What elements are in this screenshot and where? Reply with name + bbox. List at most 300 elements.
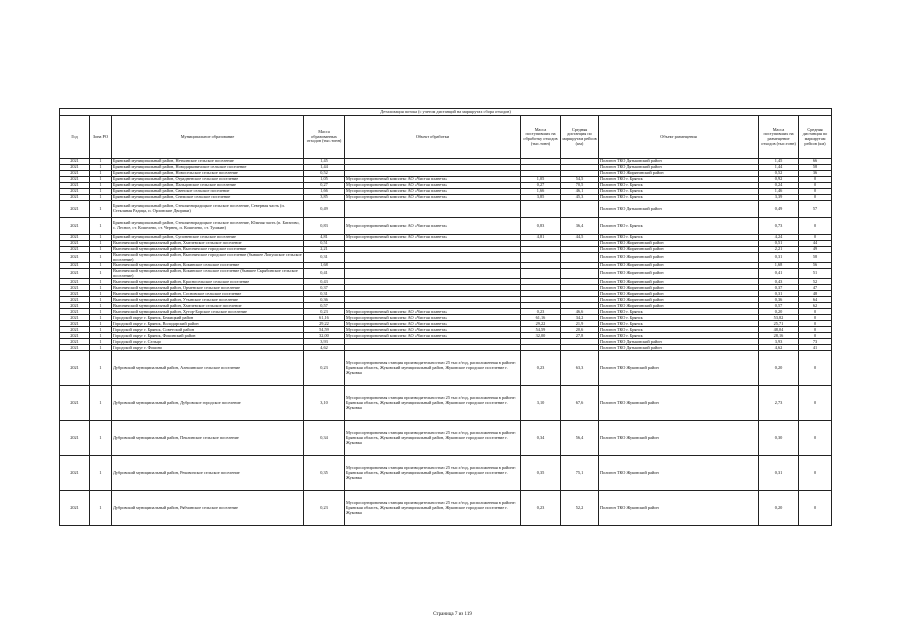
cell-disposal-facility: Полигон ТКО Дятьковский район: [599, 201, 759, 218]
cell-generated-mass: 3,85: [304, 195, 345, 201]
waste-flow-table: [59, 108, 832, 526]
header-disposal-facility: Объект размещения: [599, 116, 759, 159]
cell-disposal-mass: 53,82: [759, 315, 799, 321]
cell-year: 2021: [60, 303, 90, 309]
cell-year: 2021: [60, 183, 90, 189]
cell-generated-mass: 0,57: [304, 303, 345, 309]
cell-year: 2021: [60, 171, 90, 177]
cell-disposal-facility: Полигон ТКО Дятьковский район: [599, 339, 759, 345]
cell-municipality: Выгоничский муниципальный район, Кокинское сельское поселение (бывшее Скрябинское сельское поселение): [112, 269, 304, 279]
cell-disposal-facility: Полигон ТКО г. Брянск: [599, 177, 759, 183]
cell-disposal-facility: Полигон ТКО Жуковский район: [599, 421, 759, 456]
cell-zone: 1: [90, 339, 112, 345]
cell-processing-facility: Мусоросортировочный комплекс АО «Чистая планета»: [345, 333, 521, 339]
cell-processing-distance: 67,6: [561, 386, 599, 421]
cell-disposal-distance: 0: [799, 456, 832, 491]
cell-disposal-mass: 25,71: [759, 321, 799, 327]
cell-municipality: Брянский муниципальный район, Новосельское сельское поселение: [112, 171, 304, 177]
cell-zone: 1: [90, 171, 112, 177]
cell-processing-mass: [521, 201, 561, 218]
cell-disposal-mass: 0,57: [759, 303, 799, 309]
cell-processing-facility: Мусоросортировочный комплекс АО «Чистая планета»: [345, 189, 521, 195]
cell-year: 2021: [60, 333, 90, 339]
cell-disposal-distance: 0: [799, 315, 832, 321]
cell-generated-mass: 4,62: [304, 345, 345, 351]
cell-year: 2021: [60, 309, 90, 315]
cell-disposal-distance: 0: [799, 309, 832, 315]
cell-municipality: Городской округ г. Брянск, Советский район: [112, 327, 304, 333]
cell-processing-facility: Мусоросортировочный комплекс АО «Чистая планета»: [345, 183, 521, 189]
cell-year: 2021: [60, 291, 90, 297]
document-sheet: [59, 108, 831, 526]
cell-year: 2021: [60, 195, 90, 201]
cell-zone: 1: [90, 291, 112, 297]
cell-zone: 1: [90, 253, 112, 263]
cell-processing-facility: Мусоросортировочный комплекс АО «Чистая планета»: [345, 327, 521, 333]
cell-municipality: Дубровский муниципальный район, Рябчинское сельское поселение: [112, 491, 304, 526]
cell-generated-mass: 1,68: [304, 263, 345, 269]
cell-disposal-distance: 0: [799, 189, 832, 195]
header-municipality: Муниципальное образование: [112, 116, 304, 159]
cell-processing-facility: Мусоросортировочный комплекс АО «Чистая планета»: [345, 177, 521, 183]
cell-disposal-distance: 56: [799, 263, 832, 269]
cell-disposal-facility: Полигон ТКО Жирятинский район: [599, 279, 759, 285]
cell-disposal-mass: 0,20: [759, 351, 799, 386]
cell-generated-mass: 0,52: [304, 171, 345, 177]
cell-generated-mass: 0,27: [304, 183, 345, 189]
cell-generated-mass: 0,23: [304, 491, 345, 526]
cell-disposal-mass: 1,44: [759, 165, 799, 171]
cell-year: 2021: [60, 218, 90, 235]
cell-disposal-facility: Полигон ТКО г. Брянск: [599, 321, 759, 327]
cell-disposal-mass: 0,51: [759, 241, 799, 247]
cell-disposal-facility: Полигон ТКО Жирятинский район: [599, 269, 759, 279]
cell-year: 2021: [60, 297, 90, 303]
cell-municipality: Брянский муниципальный район, Стекляннорадицкое сельское поселение, Северная часть (п. Стекляная Радица, п. Орловские Дворики): [112, 201, 304, 218]
cell-municipality: Выгоничский муниципальный район, Сосновское сельское поселение: [112, 291, 304, 297]
cell-processing-facility: [345, 269, 521, 279]
cell-disposal-mass: 0,92: [759, 177, 799, 183]
cell-disposal-facility: Полигон ТКО Жирятинский район: [599, 171, 759, 177]
cell-disposal-mass: 0,36: [759, 297, 799, 303]
cell-generated-mass: 54,59: [304, 327, 345, 333]
cell-generated-mass: 0,34: [304, 421, 345, 456]
cell-zone: 1: [90, 386, 112, 421]
cell-zone: 1: [90, 159, 112, 165]
cell-disposal-mass: 0,41: [759, 269, 799, 279]
cell-disposal-mass: 1,68: [759, 263, 799, 269]
cell-disposal-facility: Полигон ТКО Жирятинский район: [599, 263, 759, 269]
cell-zone: 1: [90, 327, 112, 333]
table-row: [60, 201, 832, 218]
cell-processing-distance: 21,9: [561, 321, 599, 327]
cell-municipality: Выгоничский муниципальный район, Красносельское сельское поселение: [112, 279, 304, 285]
cell-generated-mass: 0,83: [304, 218, 345, 235]
cell-disposal-facility: Полигон ТКО Жуковский район: [599, 491, 759, 526]
cell-processing-facility: Мусоросортировочный комплекс АО «Чистая планета»: [345, 235, 521, 241]
cell-processing-facility: [345, 201, 521, 218]
cell-processing-mass: 4,81: [521, 235, 561, 241]
cell-disposal-distance: 0: [799, 351, 832, 386]
cell-disposal-facility: Полигон ТКО Дятьковский район: [599, 159, 759, 165]
cell-disposal-mass: 0,43: [759, 279, 799, 285]
cell-processing-facility: Мусоросортировочная станция производительностью 25 тыс.т/год, расположенная в районе: Брянская область, Жуковский муниципальный район, Жуковское городское поселение г. Жуковка: [345, 386, 521, 421]
cell-processing-mass: 0,27: [521, 183, 561, 189]
cell-zone: 1: [90, 235, 112, 241]
cell-processing-distance: 46,6: [561, 309, 599, 315]
cell-processing-distance: [561, 253, 599, 263]
cell-zone: 1: [90, 297, 112, 303]
cell-municipality: Брянский муниципальный район, Супоневское сельское поселение: [112, 235, 304, 241]
cell-disposal-facility: Полигон ТКО Жуковский район: [599, 456, 759, 491]
cell-processing-distance: 56,4: [561, 421, 599, 456]
cell-disposal-distance: 58: [799, 253, 832, 263]
cell-processing-distance: [561, 269, 599, 279]
cell-disposal-facility: Полигон ТКО г. Брянск: [599, 309, 759, 315]
cell-zone: 1: [90, 351, 112, 386]
cell-zone: 1: [90, 285, 112, 291]
header-processing-distance: Средняя дистанция по маршрутам рейсов (км): [561, 116, 599, 159]
cell-disposal-distance: 36: [799, 171, 832, 177]
cell-processing-distance: 75,1: [561, 456, 599, 491]
table-row: [60, 456, 832, 491]
cell-disposal-mass: 0,31: [759, 291, 799, 297]
cell-disposal-mass: 4,24: [759, 235, 799, 241]
cell-zone: 1: [90, 491, 112, 526]
cell-disposal-facility: Полигон ТКО г. Брянск: [599, 218, 759, 235]
cell-zone: 1: [90, 421, 112, 456]
cell-zone: 1: [90, 345, 112, 351]
cell-processing-distance: 46,1: [561, 189, 599, 195]
cell-processing-distance: [561, 201, 599, 218]
cell-disposal-facility: Полигон ТКО Дятьковский район: [599, 345, 759, 351]
cell-disposal-distance: 51: [799, 269, 832, 279]
cell-year: 2021: [60, 456, 90, 491]
cell-processing-facility: Мусоросортировочная станция производительностью 25 тыс.т/год, расположенная в районе: Брянская область, Жуковский муниципальный район, Жуковское городское поселение г. Жуковка: [345, 491, 521, 526]
cell-municipality: Брянский муниципальный район, Снежское сельское поселение: [112, 195, 304, 201]
cell-year: 2021: [60, 201, 90, 218]
cell-year: 2021: [60, 235, 90, 241]
cell-disposal-mass: 3,93: [759, 339, 799, 345]
cell-processing-distance: 36,4: [561, 218, 599, 235]
cell-disposal-distance: 0: [799, 321, 832, 327]
cell-processing-distance: 34,2: [561, 315, 599, 321]
cell-municipality: Выгоничский муниципальный район, Хутор-Борское сельское поселение: [112, 309, 304, 315]
cell-processing-distance: 63,3: [561, 351, 599, 386]
cell-disposal-distance: 41: [799, 345, 832, 351]
cell-processing-distance: 45,3: [561, 195, 599, 201]
cell-generated-mass: 0,31: [304, 291, 345, 297]
cell-municipality: Выгоничский муниципальный район, Орменское сельское поселение: [112, 285, 304, 291]
cell-disposal-facility: Полигон ТКО Дятьковский район: [599, 165, 759, 171]
cell-municipality: Брянский муниципальный район, Отрадненское сельское поселение: [112, 177, 304, 183]
cell-processing-mass: 54,59: [521, 327, 561, 333]
cell-processing-facility: Мусоросортировочная станция производительностью 25 тыс.т/год, расположенная в районе: Брянская область, Жуковский муниципальный район, Жуковское городское поселение г. Жуковка: [345, 421, 521, 456]
cell-disposal-distance: 66: [799, 159, 832, 165]
cell-disposal-mass: 1,45: [759, 159, 799, 165]
cell-disposal-distance: 0: [799, 177, 832, 183]
cell-disposal-facility: Полигон ТКО г. Брянск: [599, 235, 759, 241]
cell-generated-mass: 0,35: [304, 456, 345, 491]
cell-processing-distance: 27,8: [561, 333, 599, 339]
cell-processing-facility: [345, 253, 521, 263]
cell-zone: 1: [90, 315, 112, 321]
cell-municipality: Дубровский муниципальный район, Дубровское городское поселение: [112, 386, 304, 421]
cell-disposal-mass: 28,16: [759, 333, 799, 339]
cell-processing-mass: 1,66: [521, 189, 561, 195]
cell-disposal-distance: 0: [799, 218, 832, 235]
cell-year: 2021: [60, 339, 90, 345]
cell-generated-mass: 0,41: [304, 269, 345, 279]
cell-municipality: Выгоничский муниципальный район, Хмелевское сельское поселение: [112, 303, 304, 309]
cell-municipality: Дубровский муниципальный район, Алешинское сельское поселение: [112, 351, 304, 386]
cell-year: 2021: [60, 279, 90, 285]
cell-year: 2021: [60, 165, 90, 171]
cell-disposal-mass: 3,39: [759, 195, 799, 201]
cell-disposal-mass: 48,04: [759, 327, 799, 333]
cell-disposal-distance: 52: [799, 279, 832, 285]
cell-processing-mass: 3,85: [521, 195, 561, 201]
cell-municipality: Выгоничский муниципальный район, Выгоничское городское поселение: [112, 247, 304, 253]
cell-processing-mass: [521, 269, 561, 279]
cell-year: 2021: [60, 189, 90, 195]
cell-disposal-facility: Полигон ТКО г. Брянск: [599, 327, 759, 333]
cell-processing-distance: 44,5: [561, 235, 599, 241]
cell-processing-mass: 0,34: [521, 421, 561, 456]
cell-generated-mass: 3,93: [304, 339, 345, 345]
table-row: [60, 253, 832, 263]
cell-processing-facility: Мусоросортировочная станция производительностью 25 тыс.т/год, расположенная в районе: Брянская область, Жуковский муниципальный район, Жуковское городское поселение г. Жуковка: [345, 456, 521, 491]
cell-processing-distance: 20,6: [561, 327, 599, 333]
cell-disposal-distance: 0: [799, 421, 832, 456]
cell-processing-mass: 32,00: [521, 333, 561, 339]
cell-disposal-mass: 4,62: [759, 345, 799, 351]
cell-disposal-mass: 0,20: [759, 309, 799, 315]
cell-year: 2021: [60, 269, 90, 279]
cell-generated-mass: 0,37: [304, 285, 345, 291]
cell-disposal-facility: Полигон ТКО Жирятинский район: [599, 285, 759, 291]
cell-disposal-facility: Полигон ТКО г. Брянск: [599, 183, 759, 189]
cell-zone: 1: [90, 263, 112, 269]
cell-generated-mass: 0,36: [304, 297, 345, 303]
cell-municipality: Брянский муниципальный район, Пальцовское сельское поселение: [112, 183, 304, 189]
header-zone: Зона РО: [90, 116, 112, 159]
cell-municipality: Выгоничский муниципальный район, Кокинское сельское поселение: [112, 263, 304, 269]
cell-processing-distance: 52,2: [561, 491, 599, 526]
cell-generated-mass: 1,44: [304, 165, 345, 171]
cell-disposal-distance: 44: [799, 241, 832, 247]
cell-generated-mass: 32,00: [304, 333, 345, 339]
cell-disposal-facility: Полигон ТКО г. Брянск: [599, 189, 759, 195]
cell-year: 2021: [60, 253, 90, 263]
cell-disposal-distance: 0: [799, 183, 832, 189]
cell-disposal-mass: 0,24: [759, 183, 799, 189]
cell-zone: 1: [90, 247, 112, 253]
cell-zone: 1: [90, 195, 112, 201]
cell-disposal-distance: 64: [799, 297, 832, 303]
cell-disposal-distance: 58: [799, 165, 832, 171]
cell-processing-mass: 61,16: [521, 315, 561, 321]
cell-zone: 1: [90, 333, 112, 339]
cell-processing-facility: Мусоросортировочный комплекс АО «Чистая планета»: [345, 315, 521, 321]
cell-municipality: Дубровский муниципальный район, Рековичское сельское поселение: [112, 456, 304, 491]
table-row: [60, 269, 832, 279]
cell-disposal-mass: 0,20: [759, 491, 799, 526]
table-row: [60, 351, 832, 386]
cell-municipality: Выгоничский муниципальный район, Хмелевское сельское поселение: [112, 241, 304, 247]
cell-processing-mass: 3,10: [521, 386, 561, 421]
cell-zone: 1: [90, 189, 112, 195]
cell-zone: 1: [90, 269, 112, 279]
cell-disposal-facility: Полигон ТКО Жирятинский район: [599, 253, 759, 263]
cell-municipality: Брянский муниципальный район, Новодарковичское сельское поселение: [112, 165, 304, 171]
cell-disposal-distance: 49: [799, 247, 832, 253]
cell-municipality: Городской округ г. Брянск, Володарский район: [112, 321, 304, 327]
cell-processing-mass: 1,05: [521, 177, 561, 183]
cell-disposal-mass: 0,31: [759, 456, 799, 491]
cell-zone: 1: [90, 309, 112, 315]
cell-processing-mass: 0,35: [521, 456, 561, 491]
cell-zone: 1: [90, 303, 112, 309]
cell-processing-facility: Мусоросортировочный комплекс АО «Чистая планета»: [345, 321, 521, 327]
cell-disposal-mass: 2,21: [759, 247, 799, 253]
cell-disposal-mass: 0,30: [759, 421, 799, 456]
header-year: Год: [60, 116, 90, 159]
cell-year: 2021: [60, 241, 90, 247]
cell-generated-mass: 0,43: [304, 279, 345, 285]
cell-generated-mass: 0,23: [304, 351, 345, 386]
cell-generated-mass: 61,16: [304, 315, 345, 321]
cell-municipality: Брянский муниципальный район, Стекляннорадицкое сельское поселение, Южная часть (п. Батагово, с. Лесное, ст. Кошелево, ст. Чернец, п. Кошелево, ст. Тушкин): [112, 218, 304, 235]
cell-zone: 1: [90, 183, 112, 189]
cell-zone: 1: [90, 201, 112, 218]
cell-zone: 1: [90, 241, 112, 247]
cell-processing-facility: Мусоросортировочная станция производительностью 25 тыс.т/год, расположенная в районе: Брянская область, Жуковский муниципальный район, Жуковское городское поселение г. Жуковка: [345, 351, 521, 386]
cell-disposal-distance: 0: [799, 386, 832, 421]
cell-generated-mass: 0,23: [304, 309, 345, 315]
cell-generated-mass: 1,45: [304, 159, 345, 165]
cell-zone: 1: [90, 321, 112, 327]
cell-generated-mass: 0,31: [304, 253, 345, 263]
cell-generated-mass: 29,22: [304, 321, 345, 327]
cell-year: 2021: [60, 263, 90, 269]
table-row: [60, 491, 832, 526]
cell-generated-mass: 2,21: [304, 247, 345, 253]
header-disposal-mass: Масса поступивших на размещение отходов (тыс.тонн): [759, 116, 799, 159]
cell-processing-mass: [521, 253, 561, 263]
cell-processing-facility: Мусоросортировочный комплекс АО «Чистая планета»: [345, 218, 521, 235]
cell-disposal-distance: 0: [799, 235, 832, 241]
cell-municipality: Дубровский муниципальный район, Пеклинское сельское поселение: [112, 421, 304, 456]
cell-disposal-distance: 73: [799, 339, 832, 345]
cell-generated-mass: 0,49: [304, 201, 345, 218]
cell-generated-mass: 1,05: [304, 177, 345, 183]
cell-disposal-facility: Полигон ТКО Жирятинский район: [599, 291, 759, 297]
cell-year: 2021: [60, 315, 90, 321]
table-row: [60, 421, 832, 456]
cell-disposal-facility: Полигон ТКО г. Брянск: [599, 333, 759, 339]
cell-zone: 1: [90, 456, 112, 491]
cell-processing-mass: 0,23: [521, 491, 561, 526]
cell-disposal-distance: 0: [799, 327, 832, 333]
cell-generated-mass: 1,66: [304, 189, 345, 195]
cell-year: 2021: [60, 327, 90, 333]
cell-disposal-facility: Полигон ТКО Жуковский район: [599, 351, 759, 386]
cell-disposal-mass: 0,31: [759, 253, 799, 263]
header-processing-mass: Масса поступивших на обработку отходов (тыс.тонн): [521, 116, 561, 159]
cell-disposal-distance: 0: [799, 333, 832, 339]
cell-zone: 1: [90, 177, 112, 183]
cell-generated-mass: 3,10: [304, 386, 345, 421]
table-row: [60, 386, 832, 421]
header-processing-facility: Объект обработки: [345, 116, 521, 159]
cell-municipality: Брянский муниципальный район, Свенское сельское поселение: [112, 189, 304, 195]
table-caption: Детализация потока (с учетом дистанций на маршрутах сбора отходов): [60, 109, 832, 116]
cell-year: 2021: [60, 321, 90, 327]
cell-disposal-distance: 47: [799, 285, 832, 291]
cell-disposal-distance: 57: [799, 201, 832, 218]
cell-disposal-mass: 0,49: [759, 201, 799, 218]
cell-disposal-distance: 62: [799, 303, 832, 309]
cell-disposal-facility: Полигон ТКО г. Брянск: [599, 315, 759, 321]
cell-processing-distance: 70,5: [561, 183, 599, 189]
cell-zone: 1: [90, 279, 112, 285]
cell-zone: 1: [90, 218, 112, 235]
cell-municipality: Брянский муниципальный район, Нетьинское сельское поселение: [112, 159, 304, 165]
cell-disposal-facility: Полигон ТКО Жирятинский район: [599, 303, 759, 309]
cell-processing-mass: 0,23: [521, 351, 561, 386]
cell-year: 2021: [60, 345, 90, 351]
cell-municipality: Городской округ г. Брянск, Бежицкий район: [112, 315, 304, 321]
header-disposal-distance: Средняя дистанция по маршрутам рейсов (км): [799, 116, 832, 159]
cell-disposal-facility: Полигон ТКО г. Брянск: [599, 195, 759, 201]
cell-year: 2021: [60, 177, 90, 183]
cell-municipality: Выгоничский муниципальный район, Выгоничское городское поселение (бывшее Лопушское сельское поселение): [113, 252, 302, 262]
cell-municipality: Городской округ г. Сельцо: [112, 339, 304, 345]
cell-processing-distance: 54,5: [561, 177, 599, 183]
cell-processing-mass: 0,83: [521, 218, 561, 235]
cell-municipality: Городской округ г. Фокино: [112, 345, 304, 351]
cell-disposal-mass: 0,73: [759, 218, 799, 235]
cell-processing-facility: Мусоросортировочный комплекс АО «Чистая планета»: [345, 195, 521, 201]
cell-disposal-mass: 1,46: [759, 189, 799, 195]
page-number: Страница 7 из 119: [433, 612, 472, 617]
cell-year: 2021: [60, 285, 90, 291]
cell-disposal-distance: 0: [799, 491, 832, 526]
cell-disposal-distance: 48: [799, 291, 832, 297]
cell-year: 2021: [60, 247, 90, 253]
cell-generated-mass: 4,81: [304, 235, 345, 241]
cell-disposal-facility: Полигон ТКО Жирятинский район: [599, 241, 759, 247]
cell-generated-mass: 0,51: [304, 241, 345, 247]
cell-disposal-distance: 0: [799, 195, 832, 201]
header-generated-mass: Масса образованных отходов (тыс.тонн): [304, 116, 345, 159]
cell-year: 2021: [60, 351, 90, 386]
cell-disposal-facility: Полигон ТКО Жирятинский район: [599, 297, 759, 303]
cell-year: 2021: [60, 386, 90, 421]
cell-year: 2021: [60, 159, 90, 165]
cell-disposal-mass: 2,73: [759, 386, 799, 421]
cell-year: 2021: [60, 421, 90, 456]
cell-processing-facility: Мусоросортировочный комплекс АО «Чистая планета»: [345, 309, 521, 315]
cell-processing-mass: 0,23: [521, 309, 561, 315]
cell-disposal-mass: 0,52: [759, 171, 799, 177]
cell-year: 2021: [60, 491, 90, 526]
cell-zone: 1: [90, 165, 112, 171]
cell-processing-mass: 29,22: [521, 321, 561, 327]
cell-municipality: Выгоничский муниципальный район, Утынское сельское поселение: [112, 297, 304, 303]
cell-disposal-facility: Полигон ТКО Жирятинский район: [599, 247, 759, 253]
